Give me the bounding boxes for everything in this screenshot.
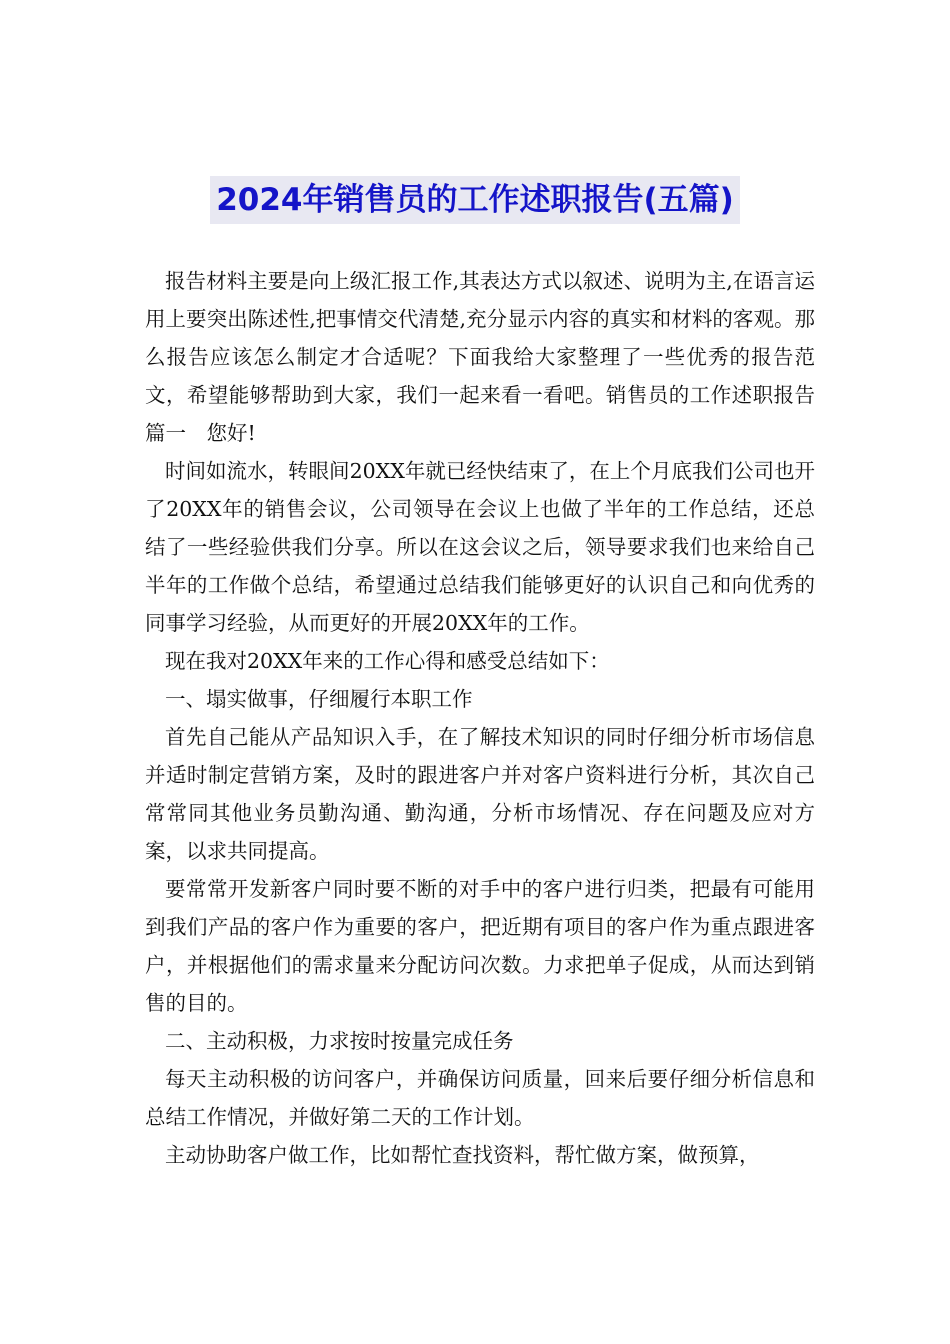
paragraph-8: 每天主动积极的访问客户，并确保访问质量，回来后要仔细分析信息和总结工作情况，并做好第二天的工作计划。 — [145, 1067, 815, 1129]
paragraph-3: 现在我对20XX年来的工作心得和感受总结如下： — [165, 649, 610, 673]
paragraph-9: 主动协助客户做工作，比如帮忙查找资料，帮忙做方案，做预算， — [165, 1143, 760, 1167]
paragraph-5: 首先自己能从产品知识入手，在了解技术知识的同时仔细分析市场信息并适时制定营销方案，及时的跟进客户并对客户资料进行分析，其次自己常常同其他业务员勤沟通、勤沟通，分析市场情况、存在问题及应对方案，以求共同提高。 — [145, 725, 815, 863]
paragraph-6: 要常常开发新客户同时要不断的对手中的客户进行归类，把最有可能用到我们产品的客户作为重要的客户，把近期有项目的客户作为重点跟进客户，并根据他们的需求量来分配访问次数。力求把单子促成，从而达到销售的目的。 — [145, 877, 815, 1015]
paragraph-intro: 报告材料主要是向上级汇报工作,其表达方式以叙述、说明为主,在语言运用上要突出陈述性,把事情交代清楚,充分显示内容的真实和材料的客观。那么报告应该怎么制定才合适呢？下面我给大家整理了一些优秀的报告范文，希望能够帮助到大家，我们一起来看一看吧。销售员的工作述职报告篇一 您好! — [145, 269, 815, 445]
paragraph-2: 时间如流水，转眼间20XX年就已经快结束了，在上个月底我们公司也开了20XX年的销售会议，公司领导在会议上也做了半年的工作总结，还总结了一些经验供我们分享。所以在这会议之后，领导要求我们也来给自己半年的工作做个总结，希望通过总结我们能够更好的认识自己和向优秀的同事学习经验，从而更好的开展20XX年的工作。 — [145, 459, 815, 635]
document-title: 2024年销售员的工作述职报告(五篇) — [210, 176, 740, 224]
section-heading-2: 二、主动积极，力求按时按量完成任务 — [165, 1029, 514, 1053]
title-container — [0, 176, 950, 224]
document-body — [145, 262, 815, 1174]
section-heading-1: 一、塌实做事，仔细履行本职工作 — [165, 687, 473, 711]
